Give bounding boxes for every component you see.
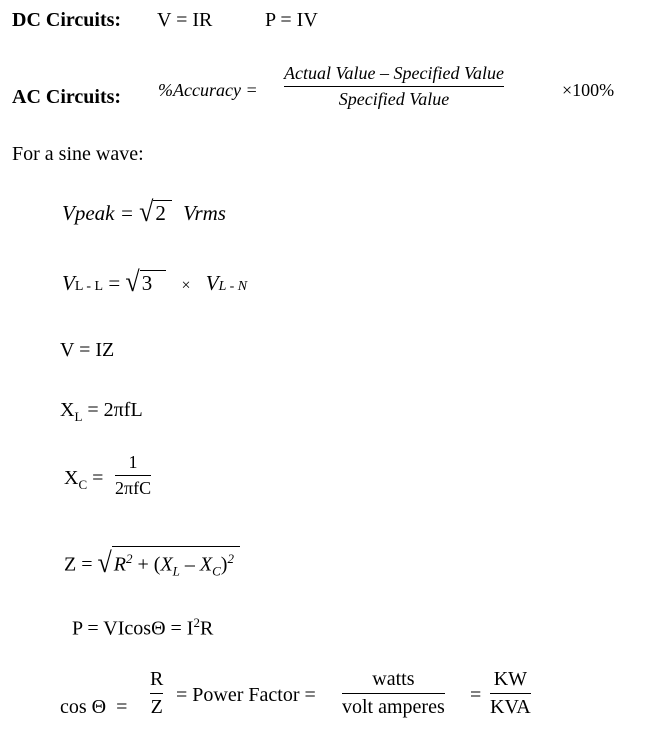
equals: = bbox=[92, 467, 104, 489]
ohms-law: V = IR bbox=[157, 9, 213, 31]
v-symbol: V bbox=[205, 271, 219, 295]
z-lhs: Z = bbox=[64, 553, 93, 576]
x-symbol: X bbox=[60, 399, 75, 421]
x-symbol: X bbox=[64, 467, 79, 489]
superscript: 2 bbox=[193, 615, 200, 630]
xc-equation bbox=[64, 466, 103, 497]
accuracy-fraction bbox=[284, 63, 504, 110]
fraction-bar bbox=[284, 86, 504, 87]
cos-theta-lhs: cos Θ = bbox=[60, 696, 128, 718]
radicand: 2 bbox=[153, 200, 172, 225]
r-over-z bbox=[150, 668, 163, 719]
subscript: L - L bbox=[74, 279, 104, 294]
denominator: volt amperes bbox=[342, 696, 445, 718]
vpeak-equation bbox=[62, 195, 226, 228]
denominator: Z bbox=[150, 696, 163, 718]
fraction-bar bbox=[115, 475, 151, 476]
sqrt-icon: √ bbox=[139, 195, 154, 228]
accuracy-denominator: Specified Value bbox=[338, 89, 450, 109]
fraction-bar bbox=[490, 693, 531, 694]
fraction-bar bbox=[150, 693, 163, 694]
power-equation bbox=[72, 611, 213, 641]
v-symbol: V bbox=[62, 271, 75, 295]
impedance-equation bbox=[64, 546, 240, 584]
accuracy-lhs: %Accuracy = bbox=[158, 80, 258, 100]
power-factor-label: = Power Factor = bbox=[176, 684, 316, 706]
equals: = bbox=[108, 271, 121, 295]
times-100-percent: ×100% bbox=[562, 80, 615, 100]
power-end: R bbox=[199, 617, 214, 640]
v-iz-equation: V = IZ bbox=[60, 339, 115, 361]
sqrt-icon: √ bbox=[97, 546, 112, 579]
ac-circuits-label: AC Circuits: bbox=[12, 86, 122, 108]
equals: = bbox=[470, 684, 482, 706]
denominator: 2πfC bbox=[115, 478, 152, 498]
power-text: P = VIcosΘ = I bbox=[72, 617, 194, 640]
xl-equation bbox=[60, 398, 143, 429]
numerator: KW bbox=[493, 668, 528, 690]
dc-power-equation: P = IV bbox=[265, 9, 318, 31]
vrms: Vrms bbox=[183, 201, 226, 225]
vpeak-lhs: Vpeak = bbox=[62, 201, 134, 225]
numerator: R bbox=[150, 668, 164, 690]
dc-circuits-label: DC Circuits: bbox=[12, 9, 122, 31]
sqrt-icon: √ bbox=[125, 265, 140, 298]
sine-wave-intro: For a sine wave: bbox=[12, 143, 144, 165]
fraction-bar bbox=[342, 693, 445, 694]
times: × bbox=[181, 277, 191, 294]
kw-over-kva bbox=[490, 668, 531, 719]
numerator: watts bbox=[372, 668, 415, 690]
radicand: 3 bbox=[140, 270, 167, 295]
xl-rhs: = 2πfL bbox=[87, 399, 143, 421]
accuracy-numerator: Actual Value – Specified Value bbox=[284, 63, 504, 83]
radicand: $R^2 + (X_L - X_C)^2$ bbox=[112, 546, 240, 584]
numerator: 1 bbox=[128, 452, 138, 472]
line-voltage-equation bbox=[62, 265, 248, 299]
subscript: C bbox=[78, 477, 88, 492]
watts-over-va bbox=[342, 668, 445, 719]
subscript: L - N bbox=[218, 279, 248, 294]
denominator: KVA bbox=[490, 696, 531, 718]
subscript: L bbox=[74, 409, 83, 424]
xc-fraction bbox=[115, 452, 151, 499]
